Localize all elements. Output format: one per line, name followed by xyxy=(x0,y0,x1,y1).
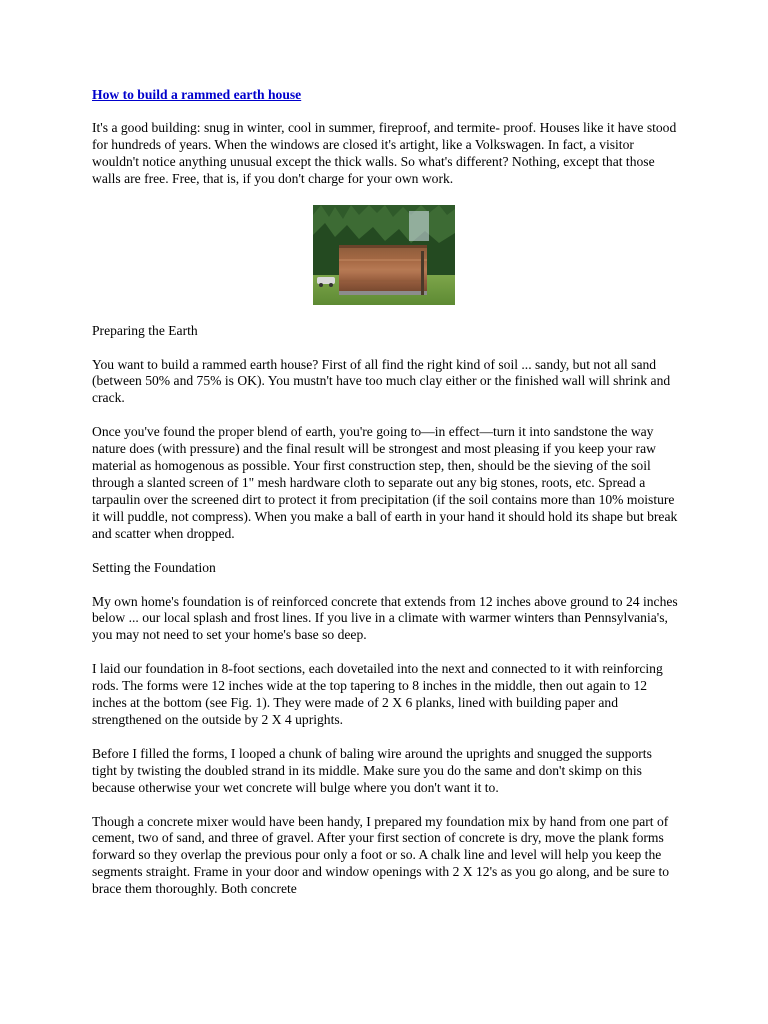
document-body xyxy=(92,86,678,915)
section-paragraph: Though a concrete mixer would have been handy, I prepared my foundation mix by hand from one part of cement, two of sand, and three of gravel. After your first section of concrete is dry, move the plank forms forward so they overlap the previous pour only a foot or so. A chalk line and level will help you keep the segments straight. Frame in your door and window openings with 2 X 12's as you go along, and be sure to brace them thoroughly. Both concrete xyxy=(92,813,670,897)
intro-paragraph: It's a good building: snug in winter, cool in summer, fireproof, and termite- proof. Houses like it have stood for hundreds of years. When the windows are closed it's artight, like a Volkswagen. In fact, a visitor wouldn't notice anything unusual except the thick walls. So what's different? Nothing, except that those walls are free. Free, that is, if you don't charge for your own work. xyxy=(92,120,677,186)
rammed-earth-wall-image xyxy=(313,205,455,305)
section-paragraph: You want to build a rammed earth house? First of all find the right kind of soil ... sandy, but not all sand (between 50% and 75% is OK). You mustn't have too much clay either or the finished wall will shrink and crack. xyxy=(92,356,671,406)
section-paragraph: Once you've found the proper blend of earth, you're going to—in effect—turn it into sandstone the way nature does (with pressure) and the final result will be strongest and most pleasing if you keep your raw material as homogenous as possible. Your first construction step, then, should be the sieving of the soil through a slanted screen of 1" mesh hardware cloth to separate out any big stones, roots, etc. Spread a tarpaulin over the screened dirt to protect it from precipitation (if the soil contains more than 10% moisture it will puddle, not compress). When you make a ball of earth in your hand it should hold its shape but break and scatter when dropped. xyxy=(92,424,678,541)
section-paragraph: Before I filled the forms, I looped a chunk of baling wire around the uprights and snugged the supports tight by twisting the doubled strand in its middle. Make sure you do the same and don't skimp on this because otherwise your wet concrete will bulge where you don't want it to. xyxy=(92,745,652,795)
section-paragraph: I laid our foundation in 8-foot sections, each dovetailed into the next and connected to it with reinforcing rods. The forms were 12 inches wide at the top tapering to 8 inches in the middle, then out again to 12 inches at the bottom (see Fig. 1). They were made of 2 X 6 planks, lined with building paper and strengthened on the outside by 2 X 4 uprights. xyxy=(92,661,663,727)
article-title-link[interactable]: How to build a rammed earth house xyxy=(92,87,302,102)
section-paragraph: My own home's foundation is of reinforced concrete that extends from 12 inches above ground to 24 inches below ... our local splash and frost lines. If you live in a climate with warmer winters than Pennsylvania's, you may not need to set your home's base so deep. xyxy=(92,593,678,643)
section-heading-preparing: Preparing the Earth xyxy=(92,322,198,338)
section-heading-foundation: Setting the Foundation xyxy=(92,559,216,575)
